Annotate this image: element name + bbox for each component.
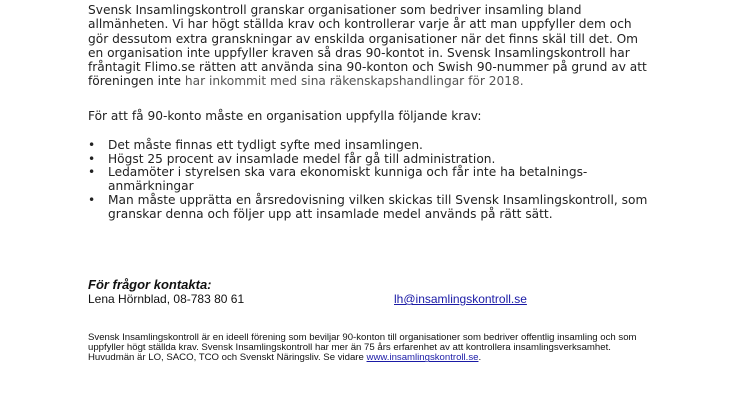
- bullet-icon: •: [88, 192, 96, 207]
- intro-paragraph: [88, 3, 648, 89]
- footer-paragraph: [88, 333, 653, 364]
- contact-name-phone: Lena Hörnblad, 08-783 80 61: [88, 292, 245, 306]
- list-item: [88, 194, 668, 221]
- list-item-text: Det måste finnas ett tydligt syfte med insamlingen.: [108, 138, 423, 152]
- list-item: [88, 166, 668, 193]
- list-item: [88, 139, 668, 153]
- bullet-icon: •: [88, 165, 96, 180]
- list-item: [88, 153, 668, 167]
- contact-email-link[interactable]: lh@insamlingskontroll.se: [394, 292, 527, 306]
- footer-website-link[interactable]: www.insamlingskontroll.se: [366, 352, 479, 364]
- list-item-text: Man måste upprätta en årsredovisning vilken skickas till Svensk Insamlingskontroll, som granskar denna och följer upp att insamlade medel används på rätt sätt.: [108, 192, 648, 221]
- contact-line: [88, 292, 588, 306]
- bullet-icon: •: [88, 138, 96, 152]
- footer-end: .: [478, 352, 482, 364]
- contact-heading: För frågor kontakta:: [88, 277, 212, 292]
- intro-text: Svensk Insamlingskontroll granskar organisationer som bedriver insamling bland allmänheten. Vi har högt ställda krav och kontrollerar varje år att man uppfyller dem och gör dessutom extra granskningar av enskilda organisationer när det finns skäl till det. Om en organisation inte uppfyller kraven så dras 90-kontot in. Svensk Insamlingskontroll har fråntagit Flimo.se rätten att använda sina 90-konton och Swish 90-nummer på grund av att föreningen inte: [88, 3, 647, 89]
- list-item-text: Högst 25 procent av insamlade medel får gå till administration.: [108, 151, 496, 166]
- requirements-list: [88, 139, 668, 221]
- bullet-icon: •: [88, 151, 96, 166]
- requirements-heading: För att få 90-konto måste en organisation uppfylla följande krav:: [88, 109, 482, 123]
- intro-text-grey: har inkommit med sina räkenskapshandlingar för 2018.: [184, 74, 524, 89]
- footer-text: Svensk Insamlingskontroll är en ideell förening som beviljar 90-konton till organisationer som bedriver offentlig insamling och som uppfyller högt ställda krav. Svensk Insamlingskontroll har mer än 75 års erfarenhet av att kontrollera insamlingsverksamhet. Huvudmän är LO, SACO, TCO och Svenskt Näringsliv. Se vidare: [88, 331, 637, 364]
- list-item-text: Ledamöter i styrelsen ska vara ekonomiskt kunniga och får inte ha betalnings-anmärkningar: [108, 165, 588, 194]
